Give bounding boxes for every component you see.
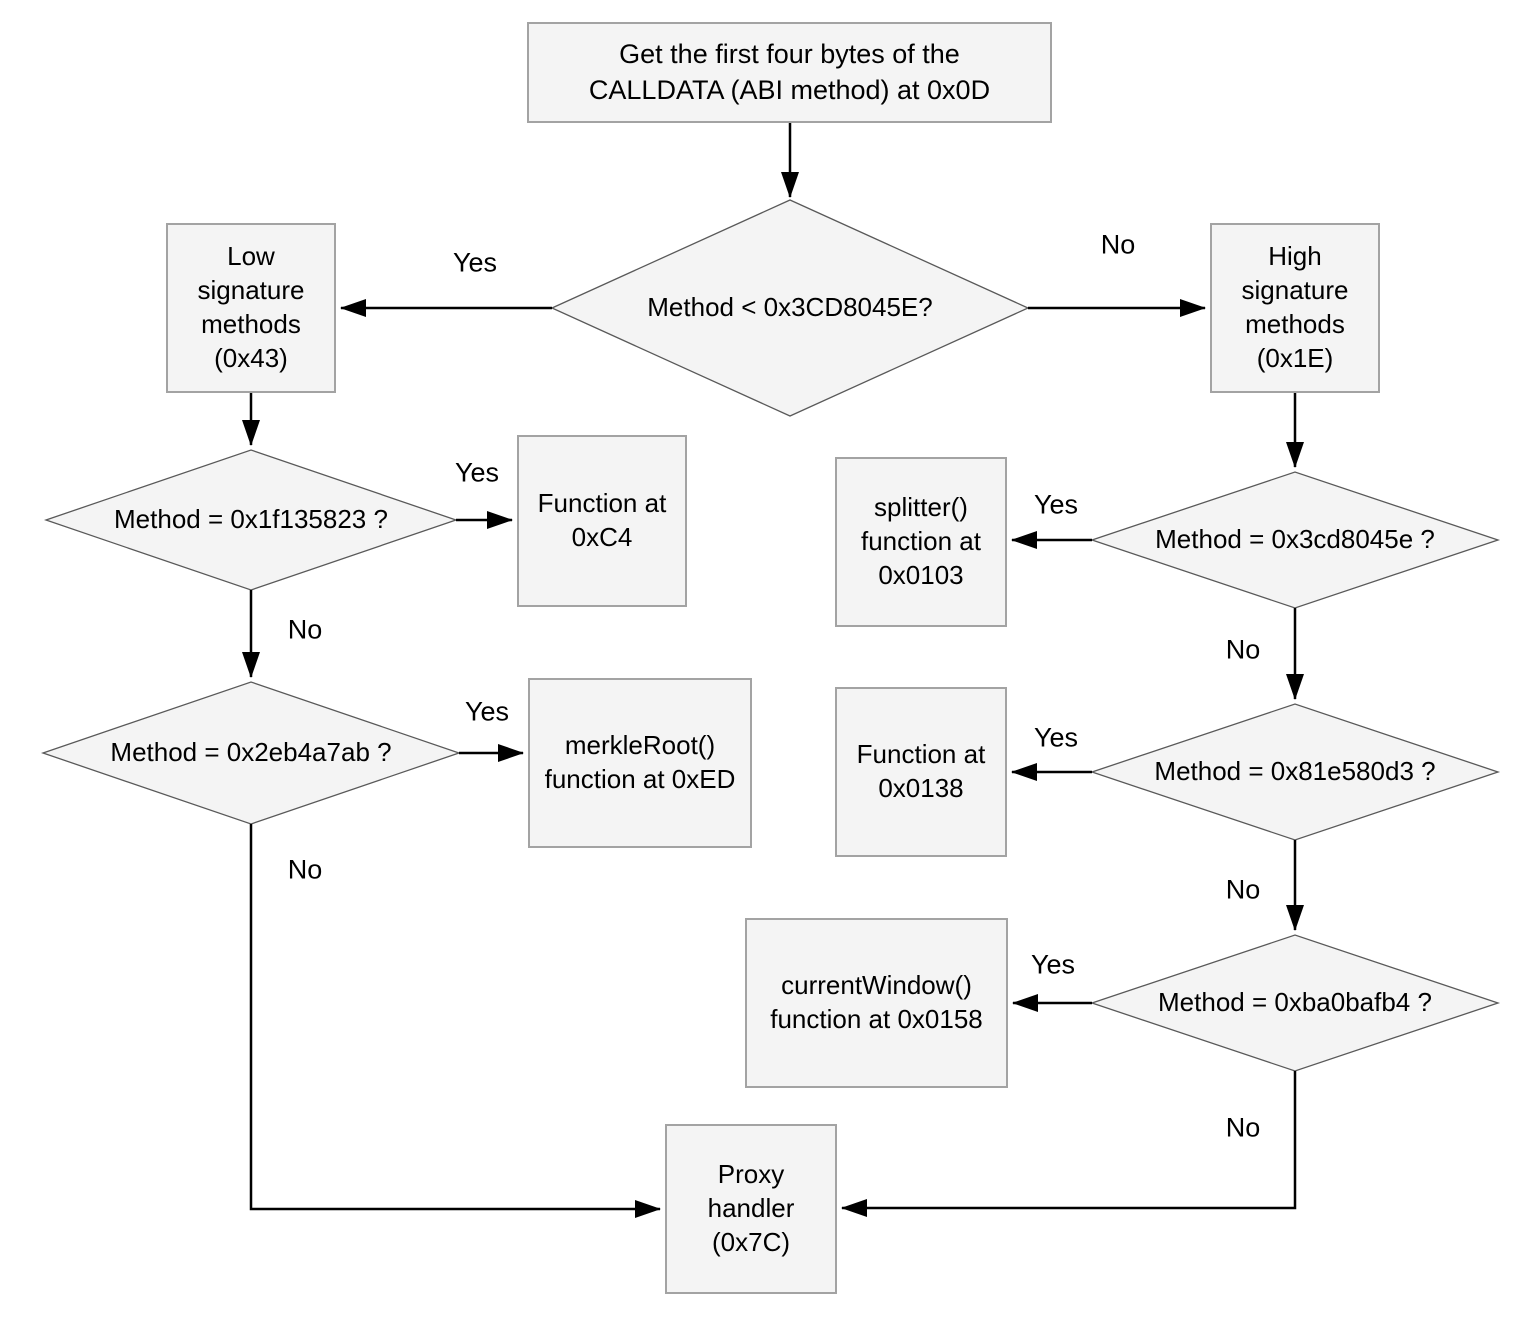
decision-1f135823-node	[46, 450, 456, 590]
low-signature-methods-node	[166, 223, 336, 393]
edge-label-3cd8045e-no: No	[1225, 634, 1261, 665]
splitter-function-label: splitter() function at 0x0103	[861, 492, 981, 590]
decision-2eb4a7ab-node	[43, 682, 459, 824]
edge-label-81e580d3-no: No	[1225, 874, 1261, 905]
decision-3cd8045e-node	[1092, 472, 1498, 608]
function-at-0xc4-node	[517, 435, 687, 607]
function-at-0x0138-label: Function at 0x0138	[856, 739, 986, 803]
decision-ba0bafb4-node	[1092, 935, 1498, 1071]
decision-1f135823-label: Method = 0x1f135823 ?	[114, 504, 388, 535]
currentwindow-function-node	[745, 918, 1008, 1088]
edge-label-ba0bafb4-yes: Yes	[1030, 949, 1076, 980]
merkleroot-function-label: merkleRoot() function at 0xED	[544, 730, 736, 794]
edge-label-81e580d3-yes: Yes	[1033, 722, 1079, 753]
edge-label-ba0bafb4-no: No	[1225, 1112, 1261, 1143]
edge-label-2eb4a7ab-no: No	[287, 854, 323, 885]
decision-2eb4a7ab-label: Method = 0x2eb4a7ab ?	[110, 737, 392, 768]
function-at-0xc4-label: Function at 0xC4	[537, 488, 667, 552]
edge-label-main-no: No	[1100, 229, 1136, 260]
function-at-0x0138-node	[835, 687, 1007, 857]
high-signature-methods-node	[1210, 223, 1380, 393]
edge-label-main-yes: Yes	[452, 247, 498, 278]
main-decision-label: Method < 0x3CD8045E?	[647, 292, 933, 323]
edge-label-2eb4a7ab-yes: Yes	[464, 696, 510, 727]
currentwindow-function-label: currentWindow() function at 0x0158	[770, 970, 983, 1034]
proxy-handler-label: Proxy handler (0x7C)	[707, 1159, 795, 1257]
high-signature-methods-label: High signature methods (0x1E)	[1241, 241, 1349, 373]
low-signature-methods-label: Low signature methods (0x43)	[197, 241, 305, 373]
edge-label-1f135823-yes: Yes	[454, 457, 500, 488]
merkleroot-function-node	[528, 678, 752, 848]
start-node	[527, 22, 1052, 123]
decision-81e580d3-label: Method = 0x81e580d3 ?	[1154, 756, 1436, 787]
decision-3cd8045e-label: Method = 0x3cd8045e ?	[1155, 524, 1435, 555]
edge-label-3cd8045e-yes: Yes	[1033, 489, 1079, 520]
edge-label-1f135823-no: No	[287, 614, 323, 645]
proxy-handler-node	[665, 1124, 837, 1294]
splitter-function-node	[835, 457, 1007, 627]
decision-ba0bafb4-label: Method = 0xba0bafb4 ?	[1158, 987, 1432, 1018]
decision-81e580d3-node	[1092, 704, 1498, 840]
main-decision-node	[552, 200, 1028, 416]
start-node-label: Get the first four bytes of the CALLDATA (ABI method) at 0x0D	[588, 39, 991, 105]
